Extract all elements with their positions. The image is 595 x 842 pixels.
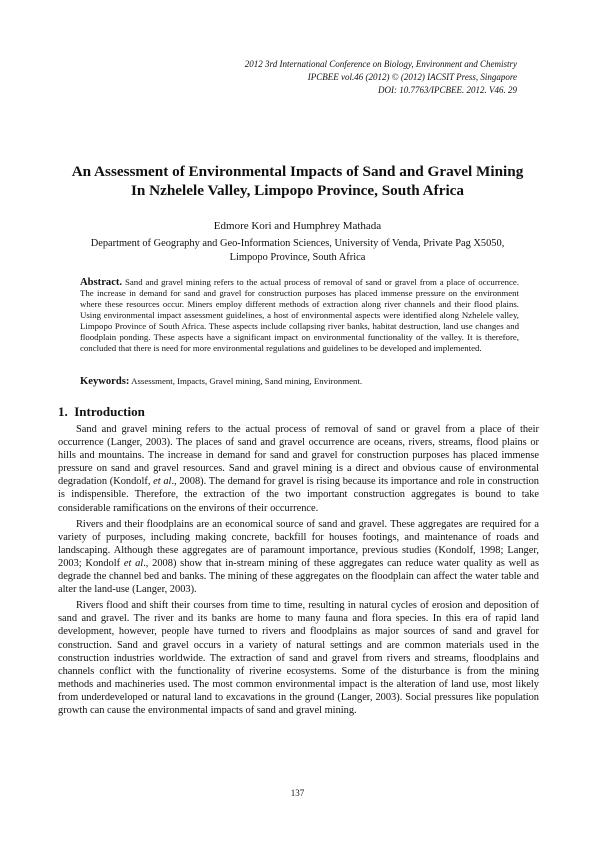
abstract bbox=[80, 277, 519, 354]
affiliation-line-2: Limpopo Province, South Africa bbox=[229, 252, 366, 263]
introduction-body bbox=[58, 423, 539, 720]
paragraph-3: Rivers flood and shift their courses from time to time, resulting in natural cycles of erosion and deposition of sand and gravel. The river and its banks are home to many fauna and flora species. In this era of rapid land development, however, people have turned to rivers and floodplains as major sources of sand and gravel for construction. Sand and gravel occurs in a variety of natural settings and are common materials used in the construction industries worldwide. The extraction of sand and gravel from rivers and streams, floodplains and channels conflict with the functionality of riverine ecosystems. Some of the disturbance is from the mining methods and machineries used. The most common environmental impact is the alteration of land use, most likely from underdeveloped or natural land to excavations in the ground (Langer, 2003). Social pressures like population growth can cause the environmental impacts of sand and gravel mining. bbox=[58, 600, 539, 716]
authors: Edmore Kori and Humphrey Mathada bbox=[213, 220, 382, 232]
title-line-2: In Nzhelele Valley, Limpopo Province, South Africa bbox=[130, 182, 464, 199]
paper-title bbox=[58, 162, 537, 200]
proceedings-line: IPCBEE vol.46 (2012) © (2012) IACSIT Press, Singapore bbox=[307, 72, 517, 82]
section-heading-introduction bbox=[58, 404, 145, 420]
abstract-label: Abstract. bbox=[80, 277, 123, 288]
keywords bbox=[80, 376, 519, 387]
paragraph-1 bbox=[58, 423, 539, 515]
section-title: Introduction bbox=[74, 404, 145, 419]
paragraph-1-part-b: ., 2008). The demand for gravel is rising because its importance and role in construction is indispensible. Therefore, the extraction of the two important construction aggregates is bound to take considerable ramifications on the environs of their occurrence. bbox=[58, 476, 539, 514]
section-number: 1. bbox=[58, 404, 68, 419]
paragraph-2 bbox=[58, 518, 539, 597]
paragraph-1-part-a: Sand and gravel mining refers to the actual process of removal of sand or gravel from a place of their occurrence (Langer, 2003). The places of sand and gravel occurrence are oceans, rivers, streams, flood plains or hills and mountains. The increase in demand for sand and gravel for construction purposes has placed immense pressure on sand and gravel resources. Sand and gravel mining is a direct and obvious cause of environmental degradation (Kondolf, bbox=[58, 424, 539, 488]
keywords-label: Keywords: bbox=[80, 376, 130, 387]
paragraph-2-etal: et al bbox=[123, 557, 144, 569]
affiliation-line-1: Department of Geography and Geo-Information Sciences, University of Venda, Private Pag X5050, bbox=[90, 238, 505, 249]
abstract-text: Sand and gravel mining refers to the actual process of removal of sand or gravel from a place of occurrence. The increase in demand for sand and gravel for construction purposes has placed immense pressure on the environment where these resources occur. Miners employ different methods of extraction along river channels and their flood plains. Using environmental impact assessment guidelines, a host of environmental aspects were identified along Nzhelele valley, Limpopo Province of South Africa. These aspects include collapsing river banks, habitat destruction, land use changes and floodplain ponding. These aspects have a significant impact on environmental functionality of the valley. It is therefore, concluded that there is need for more environmental regulations and guidelines to be developed and implemented. bbox=[80, 277, 519, 353]
conference-header bbox=[245, 58, 517, 97]
paragraph-2-part-a: Rivers and their floodplains are an economical source of sand and gravel. These aggregates are required for a variety of purposes, including making concrete, backfill for houses footings, and maintenance of roads and landscaping. Although these aggregates are of paramount importance, previous studies (Kondolf, 1998; Langer, 2003; Kondolf bbox=[58, 518, 539, 569]
paragraph-2-part-b: ., 2008) show that in-stream mining of these aggregates can reduce water quality as well as degrade the channel bed and banks. The mining of these aggregates on the floodplain can affect the water table and alter the land-use (Langer, 2003). bbox=[58, 557, 539, 596]
conference-line: 2012 3rd International Conference on Biology, Environment and Chemistry bbox=[244, 59, 517, 69]
keywords-text: Assessment, Impacts, Gravel mining, Sand mining, Environment. bbox=[131, 376, 363, 386]
page-number: 137 bbox=[290, 788, 305, 798]
paragraph-1-etal: et al bbox=[153, 476, 172, 488]
doi-line: DOI: 10.7763/IPCBEE. 2012. V46. 29 bbox=[378, 85, 517, 95]
affiliation bbox=[58, 237, 537, 265]
title-line-1: An Assessment of Environmental Impacts of Sand and Gravel Mining bbox=[71, 163, 524, 180]
